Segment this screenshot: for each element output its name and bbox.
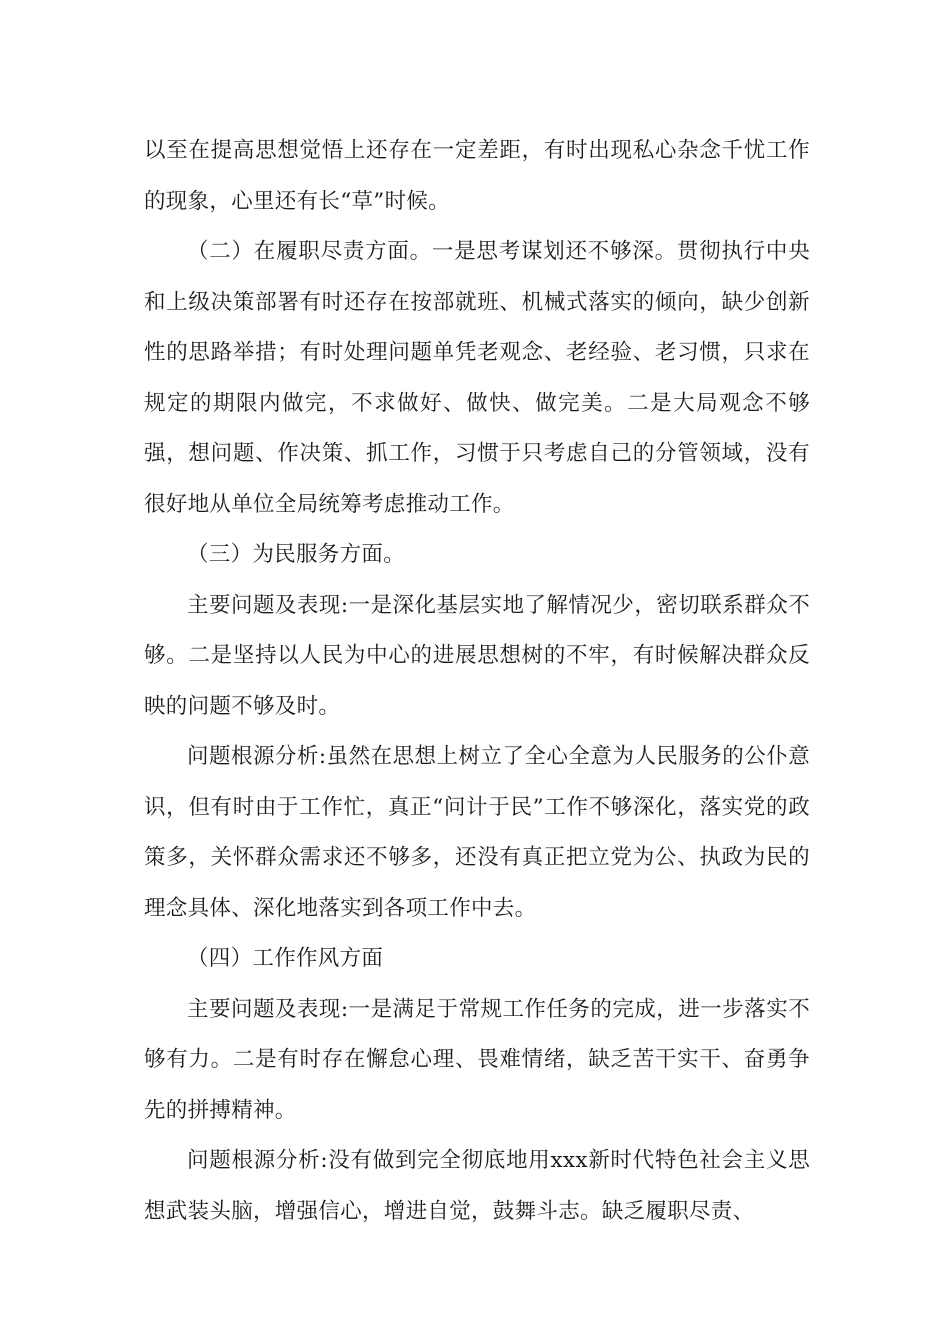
paragraph-section-4-heading: （四）工作作风方面: [187, 946, 384, 971]
document-body: [144, 126, 810, 1237]
paragraph-section-3-heading: （三）为民服务方面。: [187, 542, 406, 567]
paragraph-section-4-problems: 主要问题及表现:一是满足于常规工作任务的完成，进一步落实不够有力。二是有时存在懈怠心理、畏难情绪，缺乏苦干实干、奋勇争先的拼搏精神。: [144, 996, 810, 1123]
paragraph-section-4-root-cause: 问题根源分析:没有做到完全彻底地用xxx新时代特色社会主义思想武装头脑，增强信心，增进自觉，鼓舞斗志。缺乏履职尽责、: [144, 1148, 810, 1224]
paragraph-section-3-root-cause: 问题根源分析:虽然在思想上树立了全心全意为人民服务的公仆意识，但有时由于工作忙，真正“问计于民”工作不够深化，落实党的政策多，关怀群众需求还不够多，还没有真正把立党为公、执政为民的理念具体、深化地落实到各项工作中去。: [144, 744, 810, 921]
paragraph-section-3-problems: 主要问题及表现:一是深化基层实地了解情况少，密切联系群众不够。二是坚持以人民为中心的进展思想树的不牢，有时候解决群众反映的问题不够及时。: [144, 592, 810, 719]
paragraph-continuation: 以至在提高思想觉悟上还存在一定差距，有时出现私心杂念千忧工作的现象，心里还有长“草”时候。: [144, 138, 810, 214]
paragraph-section-2-duty: （二）在履职尽责方面。一是思考谋划还不够深。贯彻执行中央和上级决策部署有时还存在按部就班、机械式落实的倾向，缺少创新性的思路举措；有时处理问题单凭老观念、老经验、老习惯，只求在规定的期限内做完，不求做好、做快、做完美。二是大局观念不够强，想问题、作决策、抓工作，习惯于只考虑自己的分管领域，没有很好地从单位全局统筹考虑推动工作。: [144, 239, 810, 517]
